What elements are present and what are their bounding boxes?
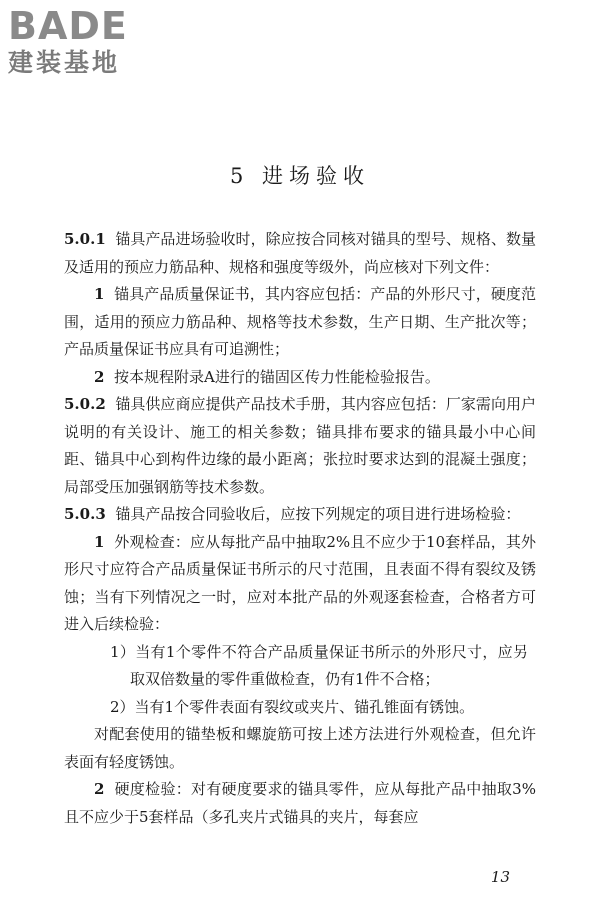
- clause-number: 5.0.3: [64, 505, 106, 523]
- chapter-title: 5 进场验收: [229, 164, 371, 188]
- sub-item-number: 1）: [110, 642, 136, 661]
- clause-5-0-3: [64, 501, 536, 529]
- list-item: [64, 529, 536, 639]
- clause-5-0-2: [64, 391, 536, 501]
- list-item: [64, 364, 536, 392]
- item-text: 硬度检验：对有硬度要求的锚具零件，应从每批产品中抽取3%且不应少于5套样品（多孔夹片式锚具的夹片，每套应: [64, 780, 536, 826]
- clause-text: 锚具产品进场验收时，除应按合同核对锚具的型号、规格、数量及适用的预应力筋品种、规格和强度等级外，尚应核对下列文件：: [64, 230, 536, 276]
- sub-item-number: 2）: [110, 697, 135, 716]
- clause-5-0-1: [64, 226, 536, 281]
- item-text: 外观检查：应从每批产品中抽取2%且不应少于10套样品，其外形尺寸应符合产品质量保证书所示的尺寸范围，且表面不得有裂纹及锈蚀；当有下列情况之一时，应对本批产品的外观逐套检查，合格者方可进入后续检验：: [64, 532, 536, 633]
- item-number: 1: [94, 285, 105, 303]
- item-number: 2: [94, 367, 105, 386]
- logo: [8, 6, 128, 78]
- page-number: 13: [490, 868, 510, 886]
- sub-item-text: 当有1个零件表面有裂纹或夹片、锚孔锥面有锈蚀。: [134, 697, 475, 716]
- clause-number: 5.0.1: [64, 230, 106, 248]
- note-paragraph: 对配套使用的锚垫板和螺旋筋可按上述方法进行外观检查，但允许表面有轻度锈蚀。: [64, 725, 536, 771]
- item-number: 1: [94, 532, 105, 551]
- logo-mark: BADE: [8, 4, 128, 48]
- sub-item: [64, 639, 536, 694]
- clause-text: 锚具供应商应提供产品技术手册，其内容应包括：厂家需向用户说明的有关设计、施工的相关参数；锚具排布要求的锚具最小中心间距、锚具中心到构件边缘的最小距离；张拉时要求达到的混凝土强度；局部受压加强钢筋等技术参数。: [64, 395, 536, 496]
- item-number: 2: [94, 780, 105, 798]
- list-item: [64, 776, 536, 831]
- list-item: [64, 281, 536, 364]
- document-body: [64, 226, 536, 831]
- clause-number: 5.0.2: [64, 395, 106, 413]
- item-text: 锚具产品质量保证书，其内容应包括：产品的外形尺寸，硬度范围，适用的预应力筋品种、规格等技术参数，生产日期、生产批次等；产品质量保证书应具有可追溯性；: [64, 285, 536, 358]
- sub-item-text: 当有1个零件不符合产品质量保证书所示的外形尺寸，应另取双倍数量的零件重做检查，仍有1件不合格；: [130, 642, 529, 688]
- sub-item: [64, 694, 536, 722]
- clause-text: 锚具产品按合同验收后，应按下列规定的项目进行进场检验：: [115, 505, 521, 523]
- item-text: 按本规程附录A进行的锚固区传力性能检验报告。: [113, 367, 440, 386]
- logo-subtitle: 建装基地: [8, 48, 121, 77]
